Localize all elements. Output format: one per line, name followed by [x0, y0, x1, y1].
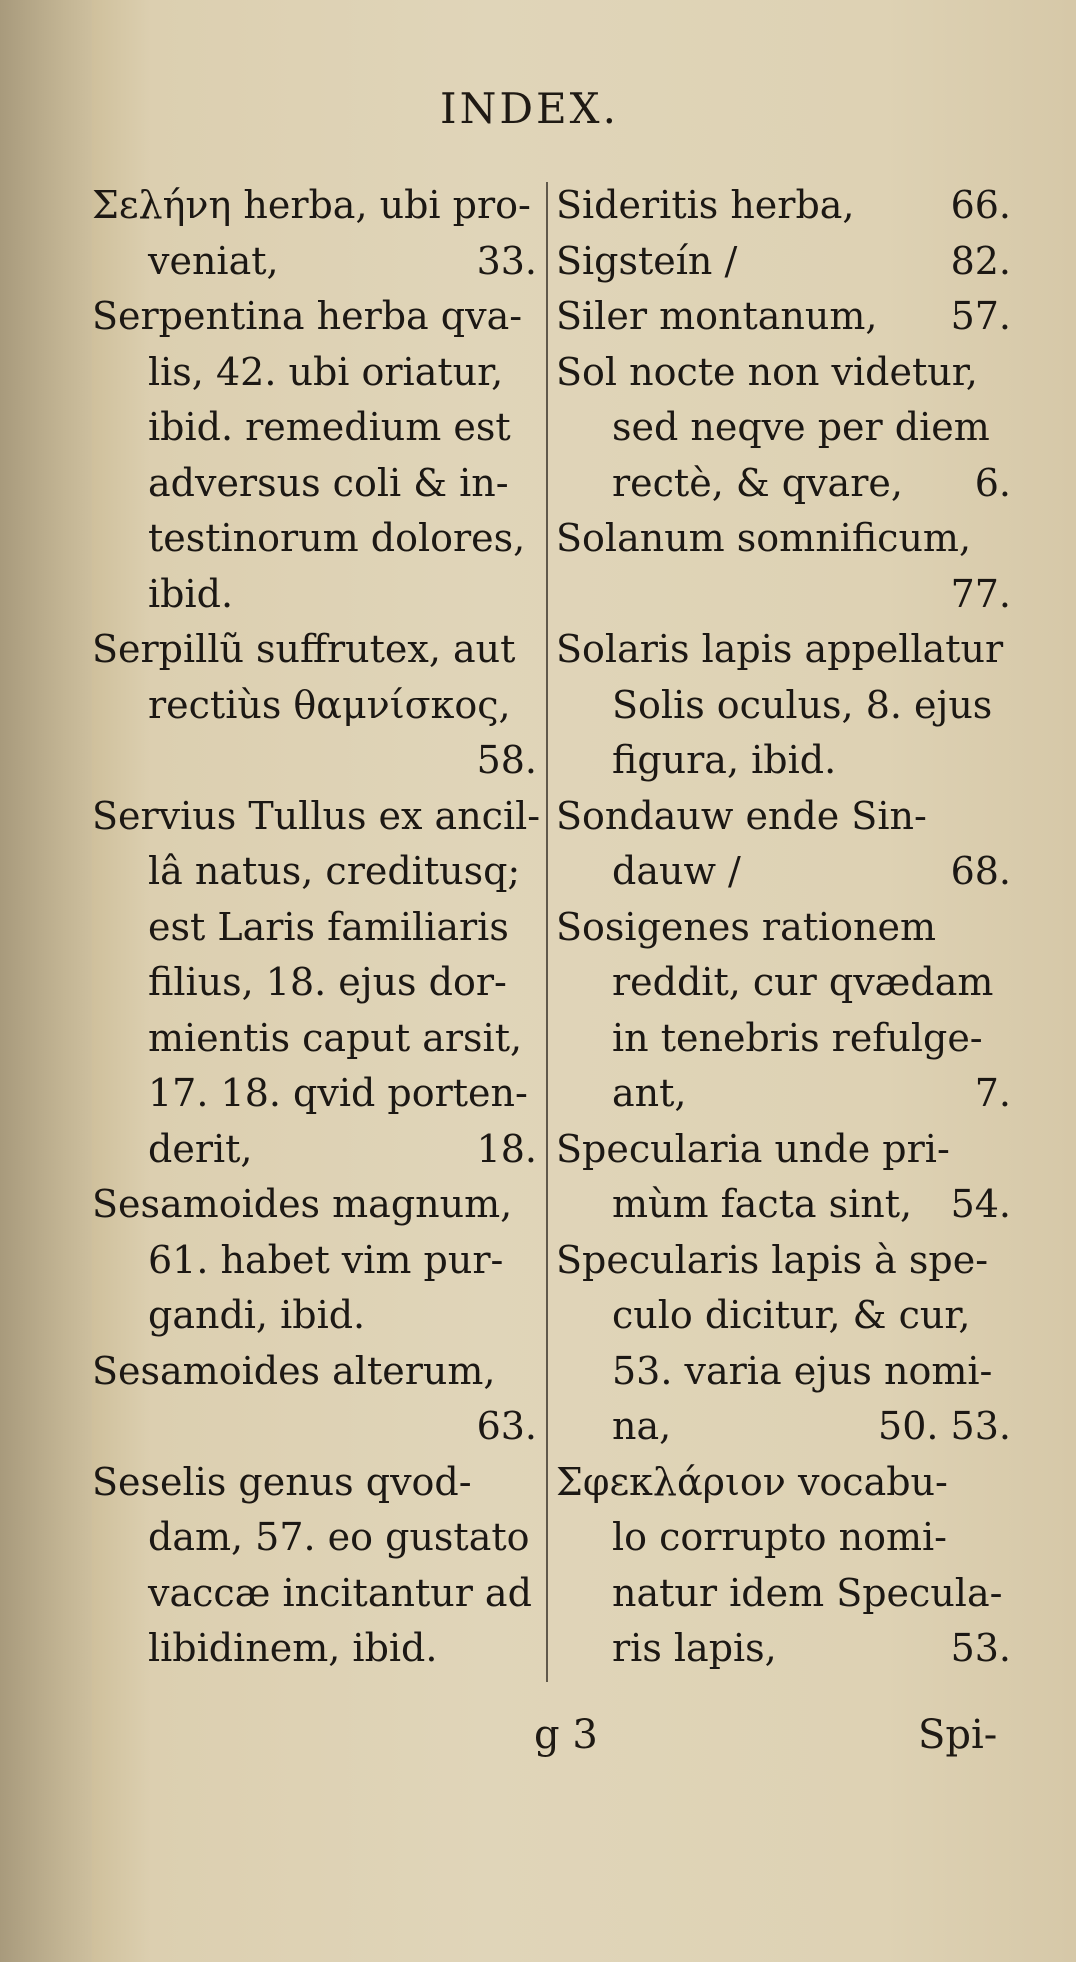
- index-line: [92, 178, 537, 234]
- index-entry-text: testinorum dolores,: [148, 516, 526, 560]
- left-index-column: [92, 178, 541, 1677]
- index-entry-text: Solaris lapis appellatur: [556, 627, 1004, 671]
- index-entry-text: Specularis lapis à spe-: [556, 1237, 989, 1282]
- page-reference: 7.: [974, 1071, 1011, 1115]
- index-entry-text: filius, 18. ejus dor-: [148, 960, 507, 1004]
- index-entry-text: adversus coli & in-: [148, 460, 509, 505]
- index-line: [92, 345, 537, 401]
- index-line: [92, 1288, 537, 1344]
- page-reference: 33.: [476, 238, 537, 283]
- index-entry-text: Σελήνη herba, ubi pro-: [92, 183, 531, 227]
- index-entry-text: dauw /: [612, 849, 741, 893]
- index-entry-text: Siler montanum,: [556, 294, 878, 338]
- index-line: [556, 733, 1011, 789]
- right-index-column: [556, 178, 1011, 1677]
- index-line: [556, 1233, 1011, 1289]
- index-line: [92, 234, 537, 290]
- index-entry-text: mientis caput arsit,: [148, 1015, 523, 1060]
- index-line: [556, 400, 1011, 456]
- index-line: [556, 678, 1011, 734]
- index-entry-text: Seselis genus qvod-: [92, 1459, 472, 1504]
- index-entry-text: culo dicitur, & cur,: [612, 1293, 971, 1337]
- index-line: [556, 1510, 1011, 1566]
- index-line: [556, 844, 1011, 900]
- index-line: [556, 955, 1011, 1011]
- index-line: [92, 678, 537, 734]
- index-entry-text: Serpentina herba qva-: [92, 294, 523, 338]
- index-line: [92, 456, 537, 512]
- page-reference: 53.: [950, 1626, 1011, 1670]
- page-reference: 18.: [476, 1126, 537, 1171]
- page-reference: 66.: [950, 183, 1011, 227]
- index-line: [92, 955, 537, 1011]
- index-line: [556, 1177, 1011, 1233]
- index-line: [556, 1066, 1011, 1122]
- index-entry-text: Sideritis herba,: [556, 183, 855, 227]
- index-entry-text: Solanum somnificum,: [556, 516, 972, 560]
- index-entry-text: 17. 18. qvid porten-: [148, 1071, 528, 1115]
- index-line: [556, 1621, 1011, 1677]
- index-entry-text: derit,: [148, 1126, 253, 1171]
- index-line: [92, 733, 537, 789]
- index-entry-text: Sol nocte non videtur,: [556, 349, 978, 394]
- index-line: [92, 567, 537, 623]
- page-reference: 50. 53.: [878, 1404, 1011, 1448]
- index-line: [556, 1566, 1011, 1622]
- index-line: [92, 1066, 537, 1122]
- page-reference: 6.: [974, 460, 1011, 505]
- index-entry-text: lis, 42. ubi oriatur,: [148, 349, 504, 394]
- page-reference: 63.: [476, 1404, 537, 1448]
- index-entry-text: lo corrupto nomi-: [612, 1515, 948, 1559]
- index-line: [556, 1455, 1011, 1511]
- index-line: [556, 567, 1011, 623]
- index-line: [556, 1288, 1011, 1344]
- index-entry-text: Sosigenes rationem: [556, 904, 937, 949]
- index-line: [556, 1011, 1011, 1067]
- index-entry-text: sed neqve per diem: [612, 405, 990, 449]
- index-line: [92, 789, 541, 845]
- index-line: [92, 900, 537, 956]
- index-entry-text: na,: [612, 1404, 672, 1448]
- index-entry-text: veniat,: [148, 238, 279, 283]
- signature-mark: g 3: [534, 1712, 598, 1758]
- index-line: [556, 234, 1011, 290]
- index-line: [556, 456, 1011, 512]
- index-entry-text: ant,: [612, 1071, 687, 1115]
- index-line: [92, 1177, 537, 1233]
- index-entry-text: 53. varia ejus nomi-: [612, 1348, 993, 1393]
- catchword: Spi-: [918, 1712, 998, 1758]
- index-line: [92, 1011, 537, 1067]
- index-entry-text: ibid. remedium est: [148, 405, 511, 449]
- index-entry-text: Solis oculus, 8. ejus: [612, 682, 993, 727]
- index-entry-text: dam, 57. eo gustato: [148, 1515, 530, 1559]
- index-entry-text: lâ natus, creditusq;: [148, 849, 521, 893]
- index-line: [92, 1233, 537, 1289]
- index-line: [92, 400, 537, 456]
- index-entry-text: Sondauw ende Sin-: [556, 793, 927, 838]
- index-line: [92, 1455, 537, 1511]
- index-entry-text: 61. habet vim pur-: [148, 1237, 504, 1282]
- index-entry-text: natur idem Specula-: [612, 1570, 1003, 1615]
- index-line: [92, 511, 537, 567]
- index-entry-text: Sesamoides alterum,: [92, 1348, 496, 1393]
- index-entry-text: Servius Tullus ex ancil-: [92, 793, 541, 838]
- column-divider: [546, 182, 548, 1682]
- index-line: [556, 1399, 1011, 1455]
- page-reference: 58.: [476, 738, 537, 782]
- page-reference: 68.: [950, 849, 1011, 893]
- index-line: [92, 844, 537, 900]
- index-entry-text: rectè, & qvare,: [612, 460, 903, 505]
- index-line: [92, 289, 537, 345]
- index-line: [556, 511, 1011, 567]
- index-line: [556, 178, 1011, 234]
- index-entry-text: vaccæ incitantur ad: [148, 1570, 532, 1615]
- index-line: [92, 622, 537, 678]
- index-line: [556, 900, 1011, 956]
- index-line: [92, 1122, 537, 1178]
- page-reference: 54.: [950, 1182, 1011, 1226]
- index-line: [92, 1566, 537, 1622]
- index-entry-text: figura, ibid.: [612, 738, 837, 782]
- index-line: [556, 289, 1011, 345]
- index-entry-text: est Laris familiaris: [148, 904, 509, 949]
- index-entry-text: Specularia unde pri-: [556, 1126, 950, 1171]
- page-reference: 82.: [950, 238, 1011, 283]
- index-line: [556, 789, 1011, 845]
- index-entry-text: Sesamoides magnum,: [92, 1182, 513, 1226]
- index-line: [556, 345, 1011, 401]
- index-line: [556, 1122, 1011, 1178]
- index-entry-text: ibid.: [148, 571, 234, 616]
- index-entry-text: reddit, cur qvædam: [612, 960, 994, 1004]
- index-line: [92, 1344, 537, 1400]
- page-title: INDEX.: [440, 84, 619, 133]
- index-line: [556, 1344, 1011, 1400]
- index-line: [92, 1399, 537, 1455]
- index-entry-text: Σφεκλάριον vocabu-: [556, 1459, 948, 1504]
- index-entry-text: libidinem, ibid.: [148, 1626, 438, 1670]
- index-line: [556, 622, 1011, 678]
- index-entry-text: Serpillũ suffrutex, aut: [92, 627, 516, 671]
- page-reference: 57.: [950, 294, 1011, 338]
- index-line: [92, 1510, 537, 1566]
- index-entry-text: gandi, ibid.: [148, 1293, 366, 1337]
- index-entry-text: Sigsteín /: [556, 238, 738, 283]
- page-reference: 77.: [950, 571, 1011, 616]
- index-entry-text: mùm facta sint,: [612, 1182, 913, 1226]
- book-spine-edge: [0, 0, 92, 1962]
- index-entry-text: ris lapis,: [612, 1626, 777, 1670]
- index-entry-text: rectiùs θαμνίσκος,: [148, 682, 511, 727]
- index-entry-text: in tenebris refulge-: [612, 1015, 983, 1060]
- index-line: [92, 1621, 537, 1677]
